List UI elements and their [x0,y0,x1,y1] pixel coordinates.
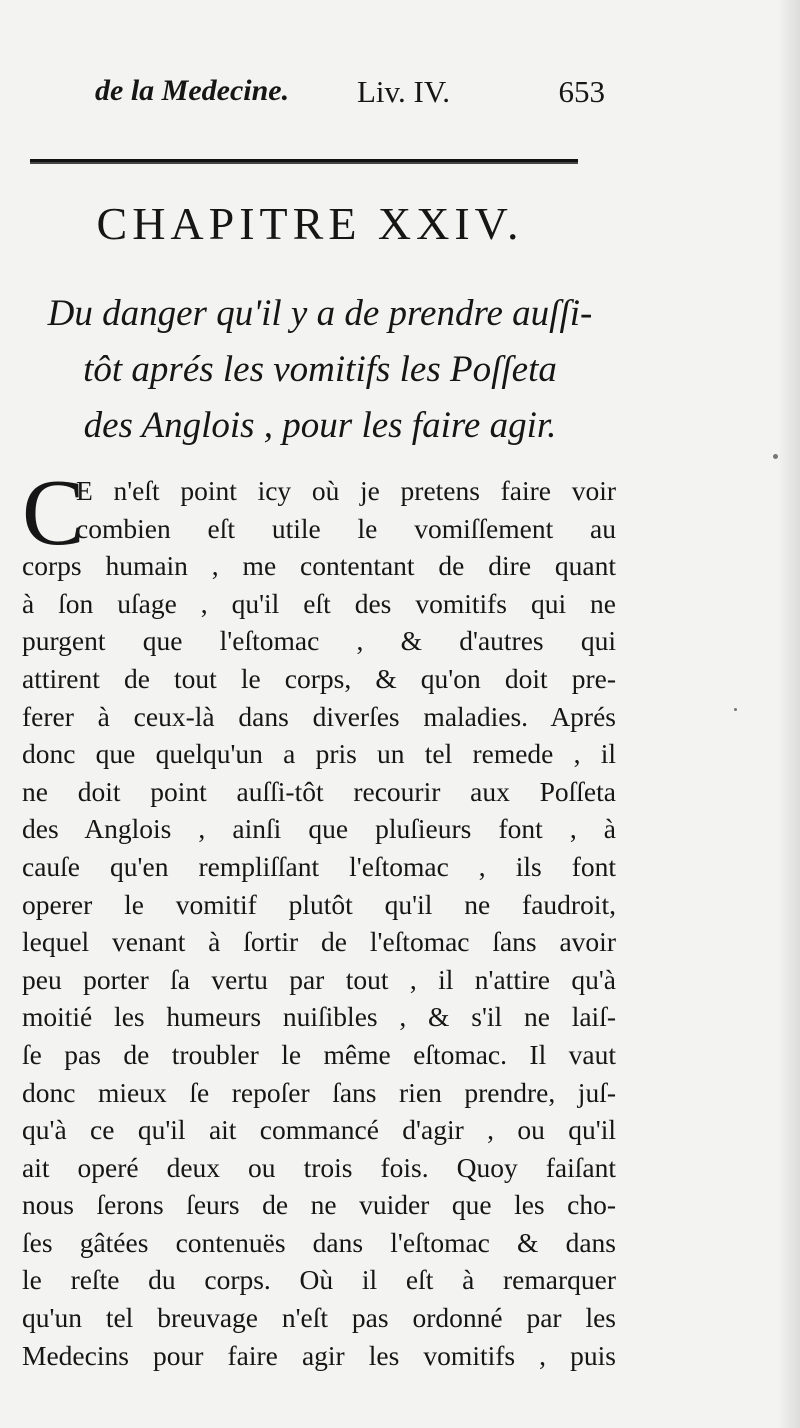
text-line: peu porter ſa vertu par tout , il n'attire qu'à [22,963,616,995]
subtitle-line: Du danger qu'il y a de prendre auſſi- [47,293,593,334]
header-rule [30,159,578,164]
text-line: ait operé deux ou trois fois. Quoy faiſant [22,1151,616,1183]
running-head: de la Medecine. [95,74,290,107]
text-line: le reſte du corps. Où il eſt à remarquer [22,1264,616,1296]
text-line: corps humain , me contentant de dire quant [22,550,616,582]
page-edge-shadow [778,0,800,1428]
text-line: donc mieux ſe repoſer ſans rien prendre, juſ- [22,1076,616,1108]
text-line: Medecins pour faire agir les vomitifs , puis [22,1339,616,1371]
text-line: qu'à ce qu'il ait commancé d'agir , ou qu'il [22,1114,616,1146]
page-header [95,70,605,120]
text-line: donc que quelqu'un a pris un tel remede , il [22,738,616,770]
ink-speck [734,708,737,711]
text-line: cauſe qu'en rempliſſant l'eſtomac , ils font [22,850,616,882]
page-number: 653 [558,74,605,109]
text-line: qu'un tel breuvage n'eſt pas ordonné par les [22,1302,616,1334]
text-line: purgent que l'eſtomac , & d'autres qui [22,625,616,657]
body-paragraph [22,461,616,1374]
text-line: nous ſerons ſeurs de ne vuider que les cho- [22,1189,616,1221]
text-line: ſes gâtées contenuës dans l'eſtomac & dans [22,1226,616,1258]
chapter-title: CHAPITRE XXIV. [96,198,524,249]
text-line: attirent de tout le corps, & qu'on doit pre- [22,662,616,694]
text-line: E n'eſt point icy où je pretens faire voir [76,475,616,506]
subtitle-line: des Anglois , pour les faire agir. [83,405,557,446]
text-line: moitié les humeurs nuiſibles , & s'il ne laiſ- [22,1001,616,1033]
text-line: lequel venant à ſortir de l'eſtomac ſans avoir [22,926,616,958]
text-line: ne doit point auſſi-tôt recourir aux Poſſeta [22,775,616,807]
text-line: ferer à ceux-là dans diverſes maladies. Aprés [22,700,616,732]
text-line: operer le vomitif plutôt qu'il ne faudroit, [22,888,616,920]
book-part-label: Liv. IV. [357,74,450,109]
ink-speck [773,454,778,459]
text-line: ſe pas de troubler le même eſtomac. Il vaut [22,1038,616,1070]
subtitle-line: tôt aprés les vomitifs les Poſſeta [83,349,557,390]
text-line: à ſon uſage , qu'il eſt des vomitifs qui ne [22,587,616,619]
chapter-subtitle [30,286,610,454]
drop-cap: C [22,461,85,565]
text-line: des Anglois , ainſi que pluſieurs font , à [22,813,616,845]
text-line: combien eſt utile le vomiſſement au [76,512,616,544]
